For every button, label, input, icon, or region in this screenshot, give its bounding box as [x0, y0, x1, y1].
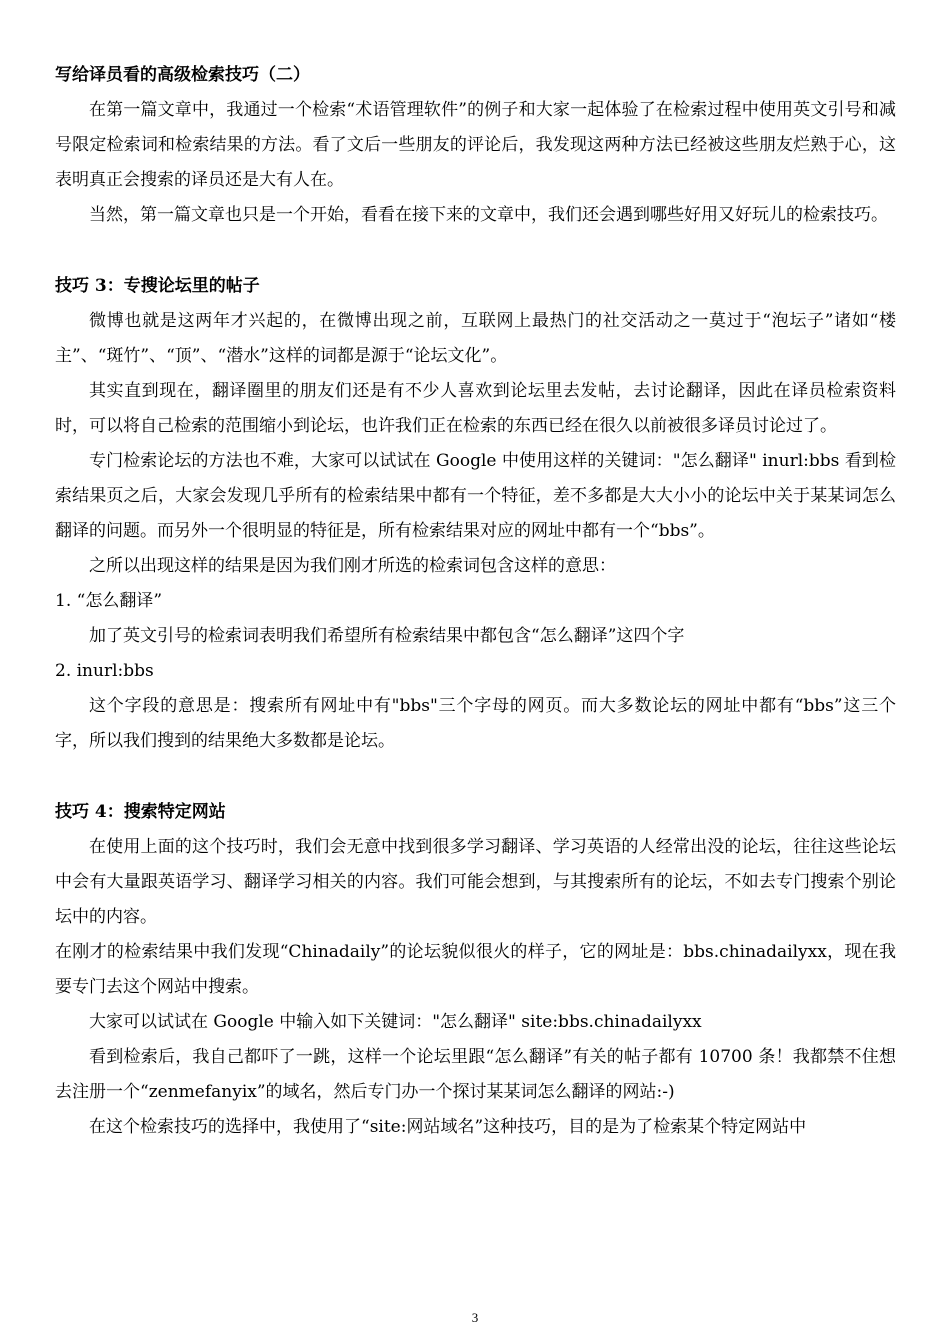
section-4-paragraph-4: 看到检索后，我自己都吓了一跳，这样一个论坛里跟“怎么翻译”有关的帖子都有 10700 条！我都禁不住想去注册一个“zenmefanyix”的域名，然后专门办一个探讨某某词怎么翻译的网站:-) [55, 1047, 896, 1102]
list-item-2: 2. inurl:bbs [55, 661, 154, 681]
section-3-paragraph-4: 之所以出现这样的结果是因为我们刚才所选的检索词包含这样的意思： [89, 556, 616, 576]
section-4-paragraph-5: 在这个检索技巧的选择中，我使用了“site:网站域名”这种技巧，目的是为了检索某个特定网站中 [89, 1117, 807, 1137]
section-4-paragraph-1: 在使用上面的这个技巧时，我们会无意中找到很多学习翻译、学习英语的人经常出没的论坛，往往这些论坛中会有大量跟英语学习、翻译学习相关的内容。我们可能会想到，与其搜索所有的论坛，不如去专门搜索个别论坛中的内容。 [55, 837, 896, 927]
section-3-paragraph-3: 专门检索论坛的方法也不难，大家可以试试在 Google 中使用这样的关键词："怎么翻译" inurl:bbs 看到检索结果页之后，大家会发现几乎所有的检索结果中都有一个特征，差不多都是大大小小的论坛中关于某某词怎么翻译的问题。而另外一个很明显的特征是，所有检索结果对应的网址中都有一个“bbs”。 [55, 451, 896, 541]
section-3-paragraph-2: 其实直到现在，翻译圈里的朋友们还是有不少人喜欢到论坛里去发帖，去讨论翻译，因此在译员检索资料时，可以将自己检索的范围缩小到论坛，也许我们正在检索的东西已经在很久以前被很多译员讨论过了。 [55, 381, 896, 436]
section-3-paragraph-1: 微博也就是这两年才兴起的，在微博出现之前，互联网上最热门的社交活动之一莫过于“泡坛子”诸如“楼主”、“斑竹”、“顶”、“潜水”这样的词都是源于“论坛文化”。 [55, 311, 896, 366]
spacer [55, 759, 896, 795]
section-4-heading: 技巧 4：搜索特定网站 [55, 802, 226, 822]
section-3-heading: 技巧 3：专搜论坛里的帖子 [55, 276, 260, 296]
list-item-1-description: 加了英文引号的检索词表明我们希望所有检索结果中都包含“怎么翻译”这四个字 [89, 626, 685, 646]
list-item-2-description: 这个字段的意思是：搜索所有网址中有"bbs"三个字母的网页。而大多数论坛的网址中都有“bbs”这三个字，所以我们搜到的结果绝大多数都是论坛。 [55, 696, 896, 751]
intro-paragraph-2: 当然，第一篇文章也只是一个开始，看看在接下来的文章中，我们还会遇到哪些好用又好玩儿的检索技巧。 [89, 205, 888, 225]
document-page [55, 58, 896, 1145]
list-item-1: 1. “怎么翻译” [55, 591, 163, 611]
intro-paragraph-1: 在第一篇文章中，我通过一个检索“术语管理软件”的例子和大家一起体验了在检索过程中使用英文引号和减号限定检索词和检索结果的方法。看了文后一些朋友的评论后，我发现这两种方法已经被这些朋友烂熟于心，这表明真正会搜索的译员还是大有人在。 [55, 100, 896, 190]
page-number: 3 [471, 1310, 479, 1325]
document-title: 写给译员看的高级检索技巧（二） [55, 65, 310, 85]
section-4-paragraph-2: 在刚才的检索结果中我们发现“Chinadaily”的论坛貌似很火的样子，它的网址是：bbs.chinadailyxx，现在我要专门去这个网站中搜索。 [55, 942, 896, 997]
section-4-paragraph-3: 大家可以试试在 Google 中输入如下关键词："怎么翻译" site:bbs.chinadailyxx [89, 1012, 702, 1032]
spacer [55, 233, 896, 269]
